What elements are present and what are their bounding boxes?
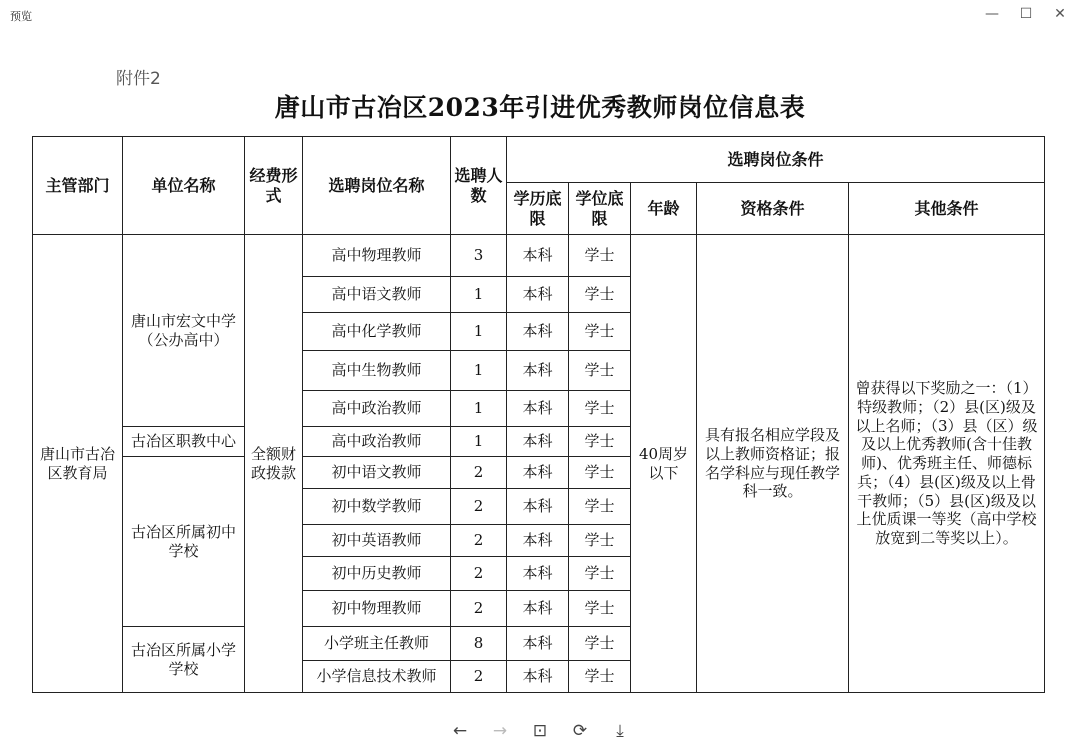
qualification-cell: 具有报名相应学段及以上教师资格证；报名学科应与现任教学科一致。 bbox=[697, 235, 849, 693]
position-cell: 高中物理教师 bbox=[303, 235, 451, 277]
maximize-icon[interactable]: ☐ bbox=[1019, 6, 1033, 22]
window-title: 预览 bbox=[10, 10, 32, 23]
count-cell: 1 bbox=[451, 313, 507, 351]
position-cell: 初中历史教师 bbox=[303, 557, 451, 591]
unit-cell: 唐山市宏文中学（公办高中） bbox=[123, 235, 245, 427]
header-department: 主管部门 bbox=[33, 137, 123, 235]
minimize-icon[interactable]: — bbox=[985, 6, 999, 22]
education-cell: 本科 bbox=[507, 235, 569, 277]
count-cell: 3 bbox=[451, 235, 507, 277]
degree-cell: 学士 bbox=[569, 235, 631, 277]
position-cell: 小学信息技术教师 bbox=[303, 661, 451, 693]
header-position: 选聘岗位名称 bbox=[303, 137, 451, 235]
count-cell: 1 bbox=[451, 427, 507, 457]
count-cell: 2 bbox=[451, 557, 507, 591]
count-cell: 2 bbox=[451, 457, 507, 489]
rotate-icon[interactable]: ⟳ bbox=[572, 721, 588, 741]
count-cell: 1 bbox=[451, 391, 507, 427]
count-cell: 8 bbox=[451, 627, 507, 661]
download-icon[interactable]: ⤓ bbox=[616, 721, 624, 741]
department-cell: 唐山市古冶区教育局 bbox=[33, 235, 123, 693]
close-icon[interactable]: ✕ bbox=[1054, 6, 1066, 22]
education-cell: 本科 bbox=[507, 489, 569, 525]
count-cell: 2 bbox=[451, 489, 507, 525]
position-cell: 小学班主任教师 bbox=[303, 627, 451, 661]
header-other: 其他条件 bbox=[849, 183, 1045, 235]
education-cell: 本科 bbox=[507, 351, 569, 391]
education-cell: 本科 bbox=[507, 313, 569, 351]
degree-cell: 学士 bbox=[569, 489, 631, 525]
unit-cell: 古冶区所属初中学校 bbox=[123, 457, 245, 627]
position-cell: 高中生物教师 bbox=[303, 351, 451, 391]
position-cell: 初中英语教师 bbox=[303, 525, 451, 557]
position-cell: 高中化学教师 bbox=[303, 313, 451, 351]
previous-arrow-icon[interactable]: ← bbox=[452, 721, 468, 741]
position-cell: 高中政治教师 bbox=[303, 391, 451, 427]
degree-cell: 学士 bbox=[569, 661, 631, 693]
funding-cell: 全额财政拨款 bbox=[245, 235, 303, 693]
count-cell: 1 bbox=[451, 351, 507, 391]
education-cell: 本科 bbox=[507, 661, 569, 693]
table-row bbox=[33, 235, 1045, 277]
header-funding: 经费形式 bbox=[245, 137, 303, 235]
header-count: 选聘人数 bbox=[451, 137, 507, 235]
degree-cell: 学士 bbox=[569, 351, 631, 391]
count-cell: 2 bbox=[451, 661, 507, 693]
education-cell: 本科 bbox=[507, 391, 569, 427]
education-cell: 本科 bbox=[507, 557, 569, 591]
position-cell: 初中语文教师 bbox=[303, 457, 451, 489]
degree-cell: 学士 bbox=[569, 313, 631, 351]
document-title: 唐山市古冶区2023年引进优秀教师岗位信息表 bbox=[274, 93, 806, 122]
unit-cell: 古冶区所属小学学校 bbox=[123, 627, 245, 693]
count-cell: 2 bbox=[451, 525, 507, 557]
fit-to-window-icon[interactable]: ⊡ bbox=[532, 721, 548, 741]
unit-cell: 古冶区职教中心 bbox=[123, 427, 245, 457]
education-cell: 本科 bbox=[507, 457, 569, 489]
preview-toolbar bbox=[0, 710, 1080, 751]
window-titlebar bbox=[0, 0, 1080, 30]
header-conditions: 选聘岗位条件 bbox=[507, 137, 1045, 183]
position-cell: 高中政治教师 bbox=[303, 427, 451, 457]
degree-cell: 学士 bbox=[569, 525, 631, 557]
degree-cell: 学士 bbox=[569, 457, 631, 489]
education-cell: 本科 bbox=[507, 525, 569, 557]
header-degree: 学位底限 bbox=[569, 183, 631, 235]
age-cell: 40周岁以下 bbox=[631, 235, 697, 693]
image-preview-area bbox=[0, 30, 1080, 710]
degree-cell: 学士 bbox=[569, 277, 631, 313]
position-cell: 初中数学教师 bbox=[303, 489, 451, 525]
header-unit: 单位名称 bbox=[123, 137, 245, 235]
education-cell: 本科 bbox=[507, 627, 569, 661]
position-cell: 高中语文教师 bbox=[303, 277, 451, 313]
attachment-label: 附件2 bbox=[116, 69, 161, 89]
count-cell: 2 bbox=[451, 591, 507, 627]
header-qualification: 资格条件 bbox=[697, 183, 849, 235]
degree-cell: 学士 bbox=[569, 591, 631, 627]
degree-cell: 学士 bbox=[569, 391, 631, 427]
position-cell: 初中物理教师 bbox=[303, 591, 451, 627]
next-arrow-icon[interactable]: → bbox=[492, 721, 508, 741]
count-cell: 1 bbox=[451, 277, 507, 313]
position-info-table bbox=[32, 136, 1045, 693]
header-age: 年龄 bbox=[631, 183, 697, 235]
other-conditions-cell: 曾获得以下奖励之一：（1）特级教师；（2）县(区)级及以上名师；（3）县（区）级及以上优秀教师(含十佳教师)、优秀班主任、师德标兵；（4）县(区)级及以上骨干教师；（5）县(区)级及以上优质课一等奖（高中学校放宽到二等奖以上）。 bbox=[849, 235, 1045, 693]
degree-cell: 学士 bbox=[569, 557, 631, 591]
education-cell: 本科 bbox=[507, 591, 569, 627]
education-cell: 本科 bbox=[507, 277, 569, 313]
degree-cell: 学士 bbox=[569, 427, 631, 457]
header-education: 学历底限 bbox=[507, 183, 569, 235]
degree-cell: 学士 bbox=[569, 627, 631, 661]
education-cell: 本科 bbox=[507, 427, 569, 457]
